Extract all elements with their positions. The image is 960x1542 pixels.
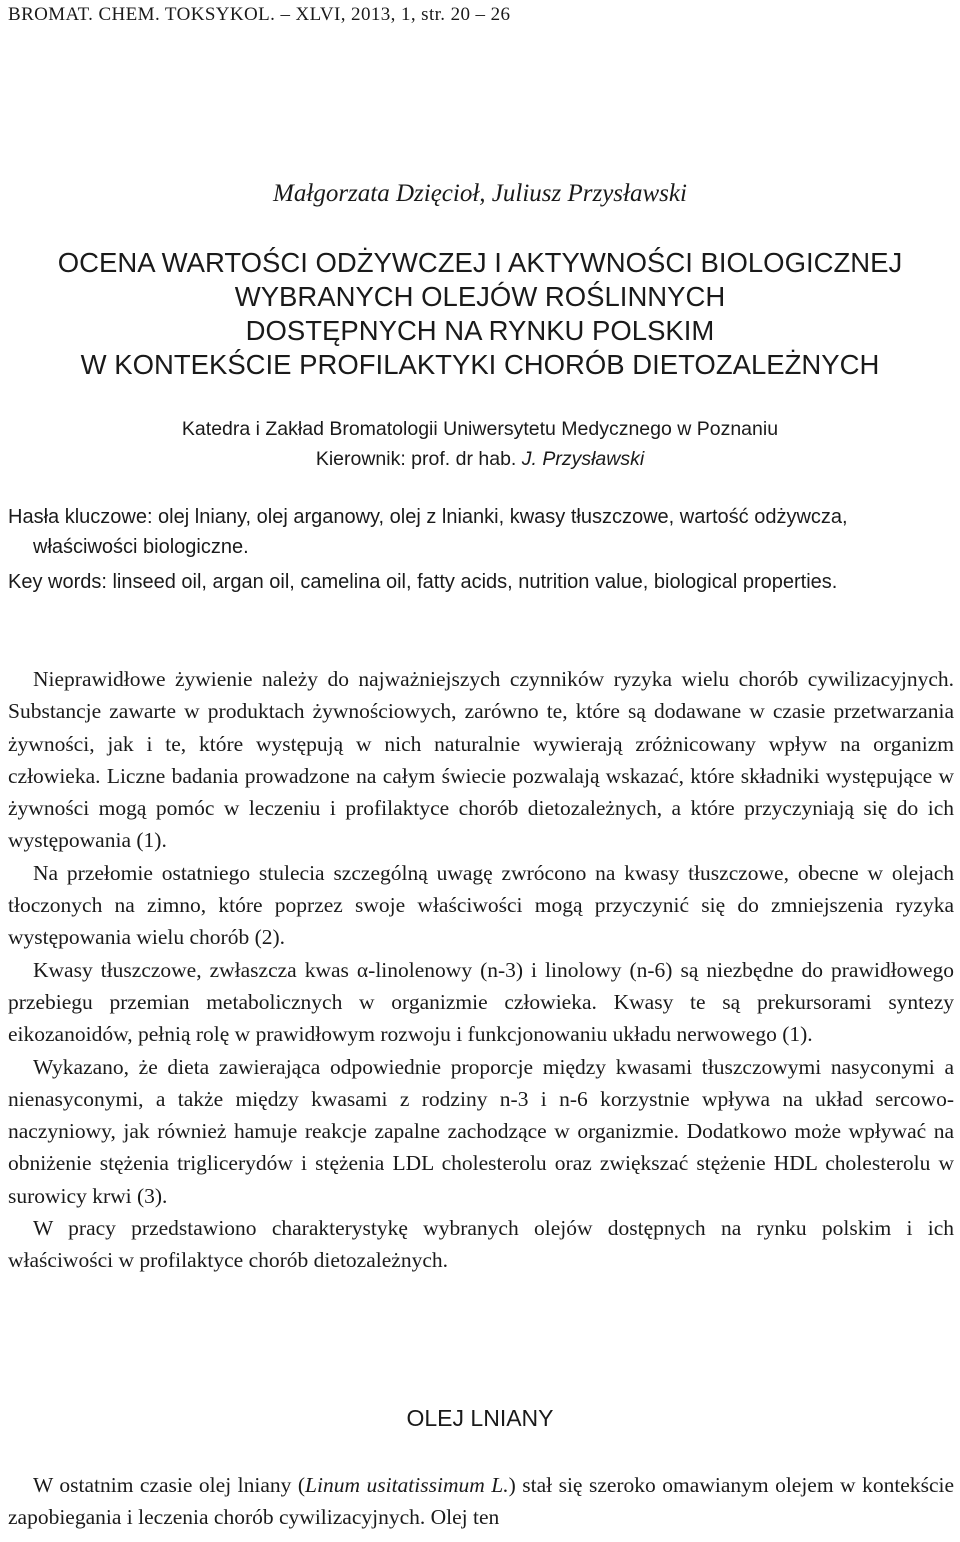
section-text bbox=[8, 1469, 954, 1534]
title-line: W KONTEKŚCIE PROFILAKTYKI CHORÓB DIETOZALEŻNYCH bbox=[80, 349, 880, 380]
affiliation: Katedra i Zakład Bromatologii Uniwersytetu Medycznego w Poznaniu bbox=[181, 418, 779, 440]
keywords-polish: Hasła kluczowe: olej lniany, olej arganowy, olej z lnianki, kwasy tłuszczowe, wartość odżywcza, właściwości biologiczne. bbox=[8, 506, 848, 558]
keywords-english: Key words: linseed oil, argan oil, camelina oil, fatty acids, nutrition value, biological properties. bbox=[8, 571, 838, 593]
body-paragraph bbox=[8, 1469, 954, 1534]
body-paragraph: Nieprawidłowe żywienie należy do najważniejszych czynników ryzyka wielu chorób cywilizacyjnych. Substancje zawarte w produktach żywnościowych, zarówno te, które są dodawane w czasie przetwarzania żywności, jak i te, które występują w nich naturalnie wywierają zróżnicowany wpływ na organizm człowieka. Liczne badania prowadzone na całym świecie pozwalają wskazać, które składniki występujące w żywności mogą pomóc w leczeniu i profilaktyce chorób dietozależnych, a które przyczyniają się do ich występowania (1). bbox=[8, 667, 954, 853]
department-head-prefix: Kierownik: prof. dr hab. bbox=[315, 448, 522, 470]
body-paragraph: Na przełomie ostatniego stulecia szczególną uwagę zwrócono na kwasy tłuszczowe, obecne w olejach tłoczonych na zimno, które poprzez swoje właściwości mogą przyczynić się do zmniejszenia ryzyka występowania wielu chorób (2). bbox=[8, 860, 954, 950]
introduction-text bbox=[8, 663, 954, 1277]
article-title bbox=[0, 246, 960, 382]
affiliation-block bbox=[0, 414, 960, 474]
species-name: Linum usitatissimum L. bbox=[305, 1473, 509, 1497]
journal-reference: BROMAT. CHEM. TOKSYKOL. – XLVI, 2013, 1, str. 20 – 26 bbox=[8, 4, 511, 25]
body-paragraph: Kwasy tłuszczowe, zwłaszcza kwas α-linolenowy (n-3) i linolowy (n-6) są niezbędne do prawidłowego przebiegu przemian metabolicznych w organizmie człowieka. Kwasy te są prekursorami syntezy eikozanoidów, pełnią rolę w prawidłowym rozwoju i funkcjonowaniu układu nerwowego (1). bbox=[8, 957, 954, 1047]
paragraph-text: W ostatnim czasie olej lniany ( bbox=[33, 1473, 306, 1497]
article-authors: Małgorzata Dzięcioł, Juliusz Przysławski bbox=[273, 180, 687, 207]
title-line: DOSTĘPNYCH NA RYNKU POLSKIM bbox=[245, 315, 715, 346]
title-line: WYBRANYCH OLEJÓW ROŚLINNYCH bbox=[234, 281, 726, 312]
body-paragraph: W pracy przedstawiono charakterystykę wybranych olejów dostępnych na rynku polskim i ich właściwości w profilaktyce chorób dietozależnych. bbox=[8, 1216, 954, 1273]
paragraph-text: ) stał się szeroko omawianym olejem w kontekście zapobiegania i leczenia chorób cywilizacyjnych. Olej ten bbox=[8, 1473, 955, 1530]
section-heading: OLEJ LNIANY bbox=[406, 1405, 554, 1431]
keywords-block bbox=[8, 502, 954, 602]
body-paragraph: Wykazano, że dieta zawierająca odpowiednie proporcje między kwasami tłuszczowymi nasyconymi a nienasyconymi, a także między kwasami z rodziny n-3 i n-6 korzystnie wpływa na układ sercowo-naczyniowy, jak również hamuje reakcje zapalne zachodzące w organizmie. Dodatkowo może wpływać na obniżenie stężenia triglicerydów i stężenia LDL cholesterolu oraz zwiększać stężenie HDL cholesterolu w surowicy krwi (3). bbox=[8, 1054, 954, 1208]
department-head-name: J. Przysławski bbox=[521, 448, 645, 470]
title-line: OCENA WARTOŚCI ODŻYWCZEJ I AKTYWNOŚCI BIOLOGICZNEJ bbox=[57, 247, 903, 278]
department-head bbox=[0, 444, 960, 474]
